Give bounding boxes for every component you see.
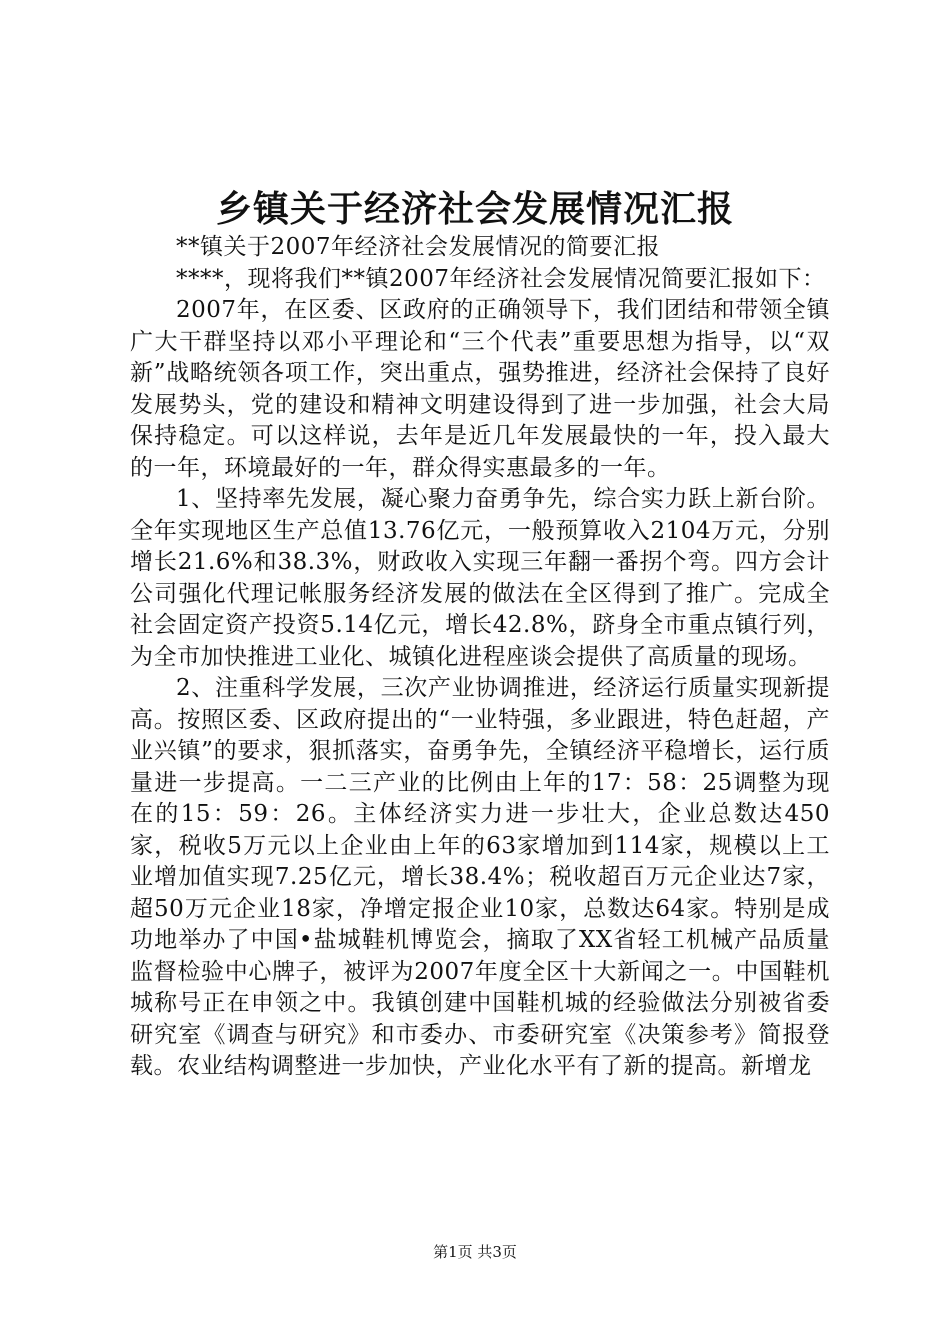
subtitle-paragraph: **镇关于2007年经济社会发展情况的简要汇报 (176, 234, 661, 260)
section-2-paragraph: 2、注重科学发展，三次产业协调推进，经济运行质量实现新提高。按照区委、区政府提出的“一业特强，多业跟进，特色赶超，产业兴镇”的要求，狠抓落实，奋勇争先，全镇经济平稳增长，运行质量进一步提高。一二三产业的比例由上年的17：58：25调整为现在的15：59：26。主体经济实力进一步壮大，企业总数达450家，税收5万元以上企业由上年的63家增加到114家，规模以上工业增加值实现7.25亿元，增长38.4%；税收超百万元企业达7家，超50万元企业18家，净增定报企业10家，总数达64家。特别是成功地举办了中国•盐城鞋机博览会，摘取了XX省轻工机械产品质量监督检验中心牌子，被评为2007年度全区十大新闻之一。中国鞋机城称号正在申领之中。我镇创建中国鞋机城的经验做法分别被省委研究室《调查与研究》和市委办、市委研究室《决策参考》简报登载。农业结构调整进一步加快，产业化水平有了新的提高。新增龙 (130, 675, 830, 1079)
page-footer: 第1页 共3页 (433, 1243, 517, 1261)
section-1-paragraph: 1、坚持率先发展，凝心聚力奋勇争先，综合实力跃上新台阶。全年实现地区生产总值13.76亿元，一般预算收入2104万元，分别增长21.6%和38.3%，财政收入实现三年翻一番拐个弯。四方会计公司强化代理记帐服务经济发展的做法在全区得到了推广。完成全社会固定资产投资5.14亿元，增长42.8%，跻身全市重点镇行列，为全市加快推进工业化、城镇化进程座谈会提供了高质量的现场。 (130, 486, 830, 670)
intro-paragraph: 2007年，在区委、区政府的正确领导下，我们团结和带领全镇广大干群坚持以邓小平理论和“三个代表”重要思想为指导，以“双新”战略统领各项工作，突出重点，强势推进，经济社会保持了良好发展势头，党的建设和精神文明建设得到了进一步加强，社会大局保持稳定。可以这样说，去年是近几年发展最快的一年，投入最大的一年，环境最好的一年，群众得实惠最多的一年。 (130, 297, 830, 481)
document-title: 乡镇关于经济社会发展情况汇报 (215, 188, 734, 230)
document-body (130, 232, 830, 1083)
salutation-paragraph: ****，现将我们**镇2007年经济社会发展情况简要汇报如下： (176, 265, 826, 292)
